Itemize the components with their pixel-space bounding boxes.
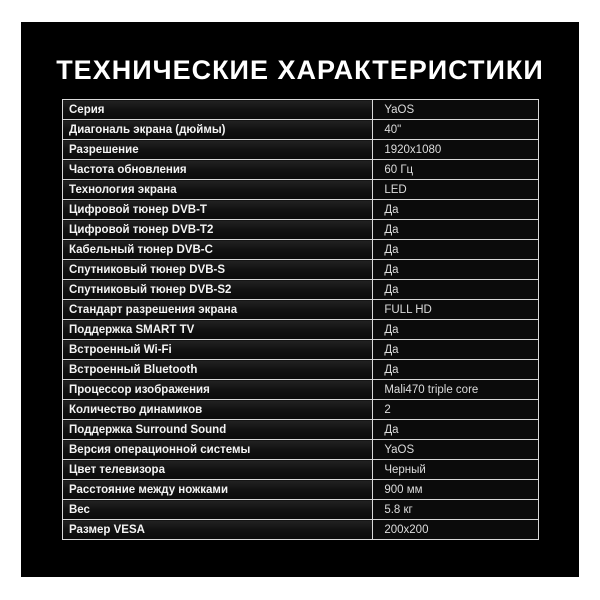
spec-label: Количество динамиков: [63, 400, 373, 420]
table-row: [63, 260, 539, 280]
table-row: [63, 420, 539, 440]
table-row: [63, 480, 539, 500]
spec-label: Стандарт разрешения экрана: [63, 300, 373, 320]
spec-value: LED: [373, 180, 539, 200]
spec-value: Да: [373, 280, 539, 300]
table-row: [63, 320, 539, 340]
table-row: [63, 520, 539, 540]
spec-label: Вес: [63, 500, 373, 520]
table-row: [63, 240, 539, 260]
spec-label: Версия операционной системы: [63, 440, 373, 460]
spec-value: 2: [373, 400, 539, 420]
spec-value: Да: [373, 360, 539, 380]
page-title: ТЕХНИЧЕСКИЕ ХАРАКТЕРИСТИКИ: [56, 55, 544, 85]
spec-value: 900 мм: [373, 480, 539, 500]
spec-label: Размер VESA: [63, 520, 373, 540]
spec-value: 200x200: [373, 520, 539, 540]
spec-label: Спутниковый тюнер DVB-S: [63, 260, 373, 280]
spec-label: Разрешение: [63, 140, 373, 160]
spec-label: Цифровой тюнер DVB-T2: [63, 220, 373, 240]
table-row: [63, 100, 539, 120]
table-row: [63, 400, 539, 420]
spec-value: Да: [373, 260, 539, 280]
spec-label: Цвет телевизора: [63, 460, 373, 480]
table-row: [63, 500, 539, 520]
table-row: [63, 460, 539, 480]
spec-label: Поддержка SMART TV: [63, 320, 373, 340]
table-row: [63, 120, 539, 140]
spec-label: Встроенный Bluetooth: [63, 360, 373, 380]
table-row: [63, 140, 539, 160]
table-row: [63, 200, 539, 220]
spec-label: Процессор изображения: [63, 380, 373, 400]
table-row: [63, 220, 539, 240]
spec-value: 5.8 кг: [373, 500, 539, 520]
table-row: [63, 360, 539, 380]
spec-value: Да: [373, 220, 539, 240]
table-row: [63, 340, 539, 360]
spec-card: [21, 22, 579, 577]
spec-label: Цифровой тюнер DVB-T: [63, 200, 373, 220]
spec-value: YaOS: [373, 100, 539, 120]
spec-label: Технология экрана: [63, 180, 373, 200]
table-row: [63, 380, 539, 400]
spec-label: Серия: [63, 100, 373, 120]
spec-label: Спутниковый тюнер DVB-S2: [63, 280, 373, 300]
table-row: [63, 300, 539, 320]
spec-value: YaOS: [373, 440, 539, 460]
spec-table-body: [63, 100, 539, 540]
spec-label: Встроенный Wi-Fi: [63, 340, 373, 360]
spec-table: [62, 99, 539, 540]
spec-value: Да: [373, 420, 539, 440]
spec-value: Да: [373, 320, 539, 340]
table-row: [63, 440, 539, 460]
spec-value: 40": [373, 120, 539, 140]
table-row: [63, 160, 539, 180]
spec-label: Кабельный тюнер DVB-C: [63, 240, 373, 260]
spec-value: FULL HD: [373, 300, 539, 320]
spec-value: Да: [373, 340, 539, 360]
table-row: [63, 180, 539, 200]
spec-value: Mali470 triple core: [373, 380, 539, 400]
spec-value: Да: [373, 200, 539, 220]
spec-value: 1920x1080: [373, 140, 539, 160]
spec-label: Диагональ экрана (дюймы): [63, 120, 373, 140]
table-row: [63, 280, 539, 300]
spec-label: Частота обновления: [63, 160, 373, 180]
spec-label: Расстояние между ножками: [63, 480, 373, 500]
spec-value: Да: [373, 240, 539, 260]
spec-value: Черный: [373, 460, 539, 480]
spec-label: Поддержка Surround Sound: [63, 420, 373, 440]
spec-value: 60 Гц: [373, 160, 539, 180]
